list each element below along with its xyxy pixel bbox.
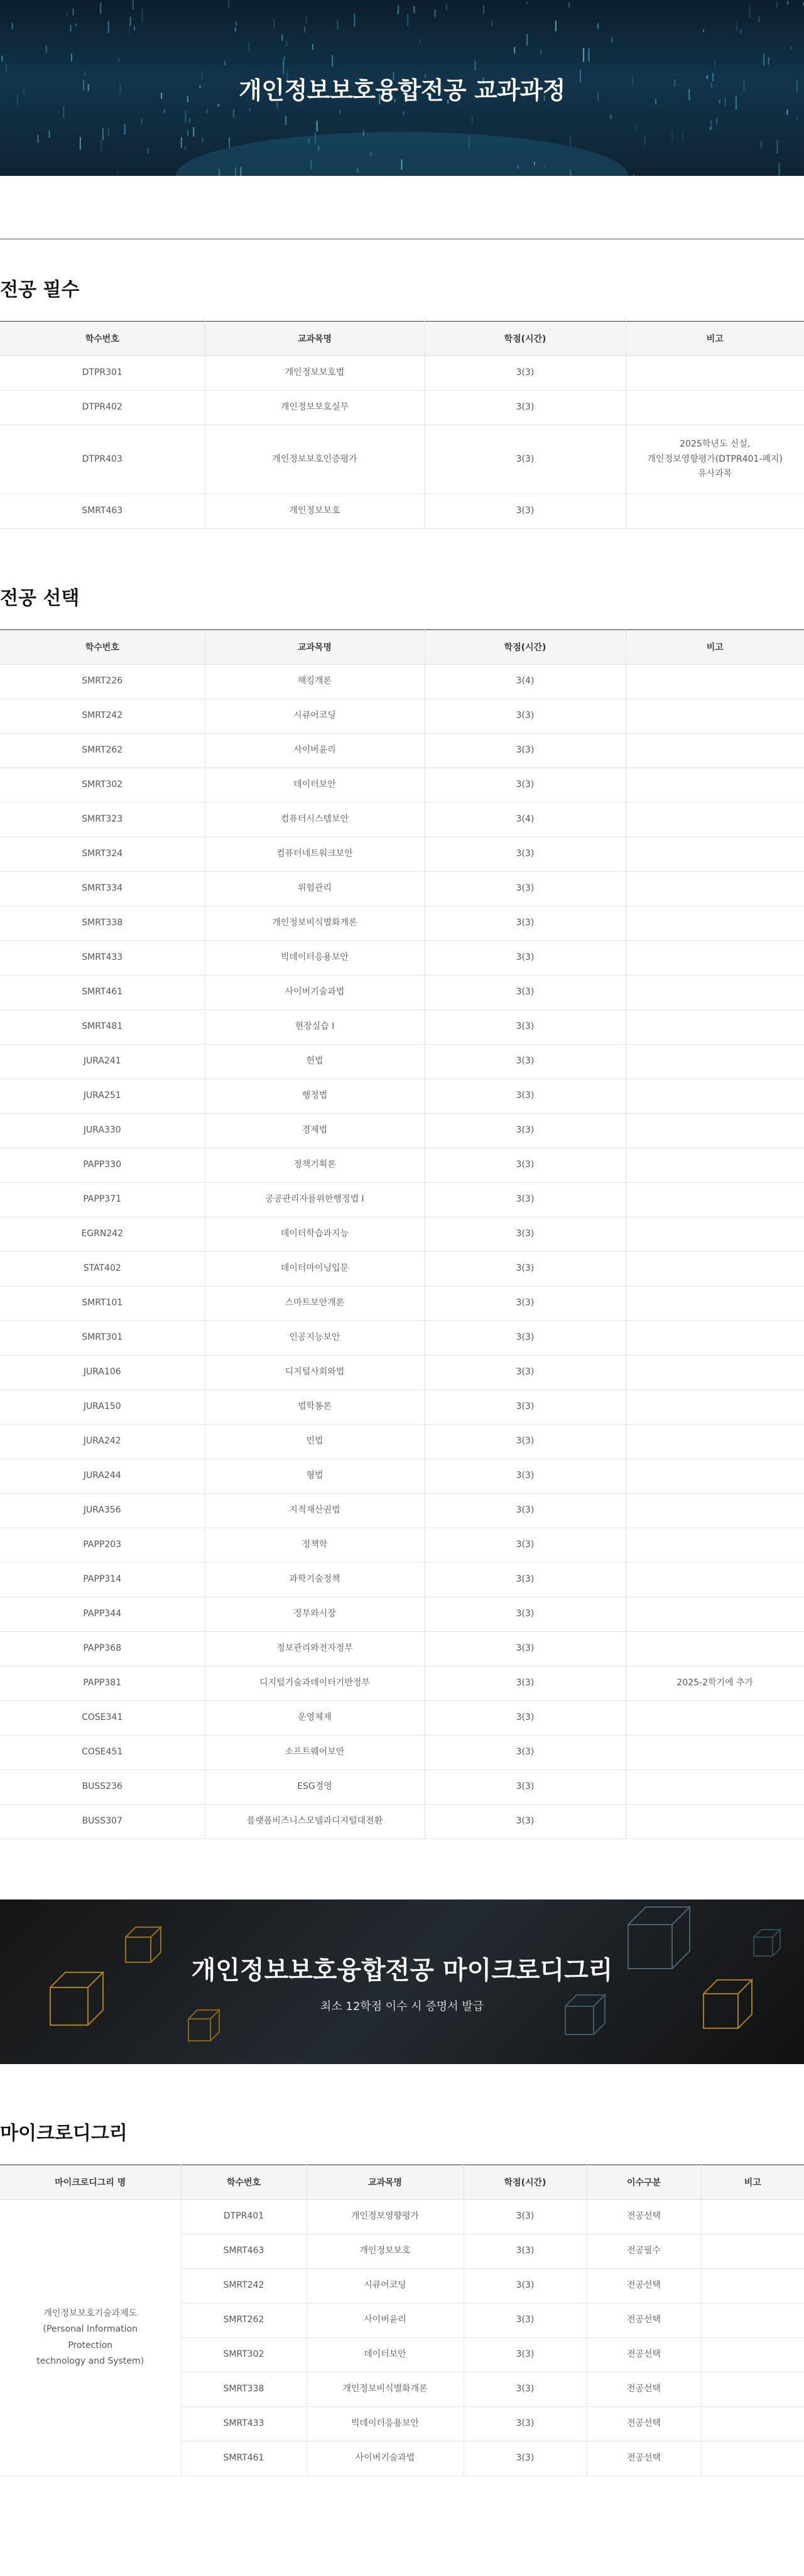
table-cell: JURA244 [0,1459,205,1494]
table-row [0,1114,804,1148]
table-row [0,941,804,976]
column-header: 마이크로디그리 명 [0,2165,181,2200]
table-cell [626,356,804,391]
table-cell: 개인정보보호실무 [205,391,425,425]
table-cell: 3(3) [464,2303,587,2338]
table-row [0,1528,804,1563]
table-cell: JURA241 [0,1045,205,1079]
table-row [0,425,804,494]
table-cell [626,665,804,699]
table-cell: 3(3) [425,494,626,529]
table-cell: 정책학 [205,1528,425,1563]
table-row [0,1045,804,1079]
table-row [0,1183,804,1217]
table-cell: 시큐어코딩 [205,699,425,734]
table-row [0,1666,804,1701]
table-cell: SMRT463 [181,2234,307,2269]
table-cell: PAPP368 [0,1632,205,1666]
table-cell [626,1079,804,1114]
table-header-row [0,322,804,356]
table-cell: 3(3) [425,837,626,872]
table-cell: 3(3) [425,356,626,391]
table-cell [626,1217,804,1252]
table-cell [626,1356,804,1390]
column-header: 학수번호 [181,2165,307,2200]
table-row [0,872,804,906]
table-cell: 개인정보보호법 [205,356,425,391]
elective-courses-table [0,629,804,1839]
table-cell: 데이터보안 [307,2338,464,2372]
table-cell: 전공선택 [587,2407,701,2442]
microdegree-section [0,2124,804,2476]
table-cell: 3(3) [425,1770,626,1805]
table-cell: 3(3) [425,1425,626,1459]
column-header: 비고 [626,630,804,665]
table-cell: PAPP371 [0,1183,205,1217]
table-cell: 전공필수 [587,2234,701,2269]
column-header: 교과목명 [307,2165,464,2200]
table-cell: SMRT302 [181,2338,307,2372]
table-cell [626,872,804,906]
table-cell [701,2303,804,2338]
column-header: 학점(시간) [425,322,626,356]
table-cell: SMRT461 [181,2442,307,2476]
table-cell: 3(3) [425,941,626,976]
table-cell: 정보관리와전자정부 [205,1632,425,1666]
table-cell: 3(3) [425,391,626,425]
table-cell: PAPP330 [0,1148,205,1183]
table-row [0,1010,804,1045]
table-cell: 민법 [205,1425,425,1459]
table-cell [626,976,804,1010]
table-cell: PAPP344 [0,1597,205,1632]
table-cell: 3(3) [425,1736,626,1770]
table-cell: 3(3) [425,1045,626,1079]
table-cell [626,1321,804,1356]
table-row [0,803,804,837]
microdegree-table [0,2165,804,2476]
table-row [0,1079,804,1114]
table-cell: SMRT334 [0,872,205,906]
page-title: 개인정보보호융합전공 교과과정 [239,76,565,104]
table-cell: SMRT433 [0,941,205,976]
table-cell: PAPP314 [0,1563,205,1597]
table-cell: 3(3) [425,1010,626,1045]
table-cell: 스마트보안개론 [205,1286,425,1321]
table-cell: COSE451 [0,1736,205,1770]
table-row [0,837,804,872]
table-cell: 디지털사회와법 [205,1356,425,1390]
table-header-row [0,630,804,665]
table-row [0,1217,804,1252]
table-cell: 헌법 [205,1045,425,1079]
table-row [0,1770,804,1805]
table-row [0,1597,804,1632]
table-row [0,768,804,803]
table-cell: 빅데이터응용보안 [205,941,425,976]
table-cell: 전공선택 [587,2269,701,2303]
column-header: 학점(시간) [425,630,626,665]
table-cell: 3(3) [425,1597,626,1632]
table-cell [626,1701,804,1736]
table-cell: 3(3) [425,1217,626,1252]
table-cell: 전공선택 [587,2303,701,2338]
table-cell: SMRT302 [0,768,205,803]
table-cell: SMRT324 [0,837,205,872]
table-cell: JURA251 [0,1079,205,1114]
table-cell: SMRT262 [0,734,205,768]
table-cell [626,1286,804,1321]
microdegree-name-cell: 개인정보보호기술과제도 (Personal Information Protection technology and System) [0,2200,181,2476]
table-cell: PAPP203 [0,1528,205,1563]
table-cell: 형법 [205,1459,425,1494]
column-header: 교과목명 [205,322,425,356]
table-cell [626,1045,804,1079]
table-cell: 3(3) [425,1286,626,1321]
table-cell: 3(3) [425,1390,626,1425]
microdegree-banner [0,1899,804,2064]
table-cell: 3(3) [464,2407,587,2442]
table-cell: 3(3) [425,1321,626,1356]
table-cell: SMRT461 [0,976,205,1010]
table-cell [701,2200,804,2234]
section-title-elective: 전공 선택 [0,587,80,609]
table-cell [626,1148,804,1183]
table-cell [626,768,804,803]
table-cell: SMRT242 [181,2269,307,2303]
table-cell: PAPP381 [0,1666,205,1701]
table-cell: 컴퓨터네트워크보안 [205,837,425,872]
table-cell: 3(3) [425,1494,626,1528]
table-cell: 인공지능보안 [205,1321,425,1356]
table-cell [701,2442,804,2476]
table-row [0,391,804,425]
table-row [0,906,804,941]
table-cell: 플랫폼비즈니스모델과디지털대전환 [205,1805,425,1839]
table-cell [626,1010,804,1045]
table-cell [701,2372,804,2407]
table-cell: 전공선택 [587,2338,701,2372]
table-cell [626,1597,804,1632]
table-cell: 3(4) [425,803,626,837]
table-cell: 개인정보영향평가 [307,2200,464,2234]
table-row [0,356,804,391]
table-cell [626,906,804,941]
table-cell: 정부와시장 [205,1597,425,1632]
table-cell: SMRT323 [0,803,205,837]
table-cell [701,2234,804,2269]
table-cell: 3(3) [464,2372,587,2407]
table-cell: 3(3) [425,1563,626,1597]
table-cell: 3(3) [464,2442,587,2476]
table-cell [626,1632,804,1666]
table-row [0,1321,804,1356]
table-cell [626,941,804,976]
table-cell: 사이버윤리 [307,2303,464,2338]
table-cell: 전공선택 [587,2372,701,2407]
table-cell: 3(3) [425,1114,626,1148]
table-row [0,734,804,768]
table-cell: JURA330 [0,1114,205,1148]
table-cell: JURA106 [0,1356,205,1390]
table-cell: 데이터보안 [205,768,425,803]
table-cell: 3(3) [425,906,626,941]
table-cell: 3(3) [464,2200,587,2234]
table-cell: 사이버윤리 [205,734,425,768]
table-cell: JURA150 [0,1390,205,1425]
table-cell: 3(3) [464,2269,587,2303]
table-cell: 3(3) [425,1183,626,1217]
required-courses-table [0,321,804,529]
hero-banner [0,0,804,176]
column-header: 교과목명 [205,630,425,665]
table-cell [626,494,804,529]
table-cell: 경제법 [205,1114,425,1148]
table-cell [626,1114,804,1148]
table-cell: DTPR301 [0,356,205,391]
table-row [0,1459,804,1494]
column-header: 학수번호 [0,630,205,665]
table-cell: 사이버기술과법 [307,2442,464,2476]
table-row [0,1148,804,1183]
table-cell [626,1563,804,1597]
table-cell: 소프트웨어보안 [205,1736,425,1770]
banner-title: 개인정보보호융합전공 마이크로디그리 [191,1955,613,1985]
table-cell: DTPR402 [0,391,205,425]
section-title-microdegree: 마이크로디그리 [0,2122,128,2144]
table-cell [626,699,804,734]
table-row [0,1356,804,1390]
table-row [0,1563,804,1597]
table-cell [626,1770,804,1805]
table-cell: 지적재산권법 [205,1494,425,1528]
table-cell [626,1252,804,1286]
table-cell: SMRT338 [0,906,205,941]
table-cell [701,2338,804,2372]
table-cell: 정책기획론 [205,1148,425,1183]
table-cell: 3(3) [425,1805,626,1839]
table-cell: 데이터마이닝입문 [205,1252,425,1286]
column-header: 학수번호 [0,322,205,356]
table-cell: DTPR403 [0,425,205,494]
table-header-row [0,2165,804,2200]
table-cell: SMRT262 [181,2303,307,2338]
table-cell: 3(3) [425,1459,626,1494]
table-cell: DTPR401 [181,2200,307,2234]
table-cell: 위험관리 [205,872,425,906]
table-cell: 과학기술정책 [205,1563,425,1597]
table-cell: 개인정보보호 [205,494,425,529]
table-cell: 3(3) [425,976,626,1010]
required-courses-section [0,281,804,529]
table-cell: 3(3) [425,734,626,768]
table-cell: 3(3) [425,1701,626,1736]
table-cell: 3(3) [425,1666,626,1701]
table-row [0,1286,804,1321]
table-cell [626,391,804,425]
table-cell [626,1528,804,1563]
table-cell: 3(4) [425,665,626,699]
table-cell: 3(3) [425,872,626,906]
table-row [0,1390,804,1425]
table-cell: 공공관리자를위한행정법 I [205,1183,425,1217]
table-cell: 3(3) [425,1252,626,1286]
table-cell: 3(3) [425,699,626,734]
table-cell [626,837,804,872]
section-title-required: 전공 필수 [0,279,80,301]
table-cell: ESG경영 [205,1770,425,1805]
table-row [0,1494,804,1528]
table-cell: COSE341 [0,1701,205,1736]
table-cell: 개인정보비식별화개론 [307,2372,464,2407]
table-cell [626,1459,804,1494]
column-header: 비고 [626,322,804,356]
column-header: 학점(시간) [464,2165,587,2200]
table-row [0,665,804,699]
table-row [0,976,804,1010]
table-cell [626,1390,804,1425]
table-cell: SMRT481 [0,1010,205,1045]
table-cell: EGRN242 [0,1217,205,1252]
table-row [0,494,804,529]
table-cell [626,1494,804,1528]
table-cell: BUSS236 [0,1770,205,1805]
table-cell: 법학통론 [205,1390,425,1425]
table-cell: 2025학년도 신설, 개인정보영향평가(DTPR401-폐지) 유사과목 [626,425,804,494]
table-cell: 전공선택 [587,2442,701,2476]
table-row [0,1252,804,1286]
table-cell: 3(3) [464,2338,587,2372]
table-cell: 3(3) [464,2234,587,2269]
table-cell: 빅데이터응용보안 [307,2407,464,2442]
table-cell [626,734,804,768]
table-cell: SMRT301 [0,1321,205,1356]
table-cell: JURA356 [0,1494,205,1528]
table-cell: 컴퓨터시스템보안 [205,803,425,837]
table-cell [626,1425,804,1459]
column-header: 이수구분 [587,2165,701,2200]
table-cell: 2025-2학기에 추가 [626,1666,804,1701]
table-row [0,2200,804,2234]
table-cell: SMRT242 [0,699,205,734]
elective-courses-section [0,589,804,1839]
table-row [0,1805,804,1839]
column-header: 비고 [701,2165,804,2200]
table-cell: 현장실습 I [205,1010,425,1045]
table-cell: SMRT433 [181,2407,307,2442]
table-cell: 3(3) [425,768,626,803]
table-cell: STAT402 [0,1252,205,1286]
table-cell: 개인정보비식별화개론 [205,906,425,941]
table-cell: 시큐어코딩 [307,2269,464,2303]
table-cell: 3(3) [425,1632,626,1666]
table-cell: 3(3) [425,1356,626,1390]
table-cell: BUSS307 [0,1805,205,1839]
table-cell: JURA242 [0,1425,205,1459]
table-cell [626,803,804,837]
table-cell [701,2269,804,2303]
table-row [0,1632,804,1666]
table-cell [701,2407,804,2442]
table-cell: SMRT463 [0,494,205,529]
table-cell [626,1183,804,1217]
table-cell: SMRT226 [0,665,205,699]
table-cell: SMRT101 [0,1286,205,1321]
table-cell: 해킹개론 [205,665,425,699]
table-cell: 3(3) [425,425,626,494]
table-cell: SMRT338 [181,2372,307,2407]
table-row [0,1425,804,1459]
table-row [0,699,804,734]
table-row [0,1736,804,1770]
table-cell [626,1736,804,1770]
table-cell: 전공선택 [587,2200,701,2234]
table-cell: 데이터학습과지능 [205,1217,425,1252]
table-cell: 사이버기술과법 [205,976,425,1010]
table-cell [626,1805,804,1839]
banner-subtitle: 최소 12학점 이수 시 증명서 발급 [320,1999,484,2013]
table-cell: 개인정보보호 [307,2234,464,2269]
table-cell: 운영체제 [205,1701,425,1736]
table-cell: 3(3) [425,1079,626,1114]
table-cell: 3(3) [425,1148,626,1183]
table-row [0,1701,804,1736]
table-cell: 행정법 [205,1079,425,1114]
table-cell: 개인정보보호인증평가 [205,425,425,494]
table-cell: 3(3) [425,1528,626,1563]
table-cell: 디지털기술과데이터기반정부 [205,1666,425,1701]
